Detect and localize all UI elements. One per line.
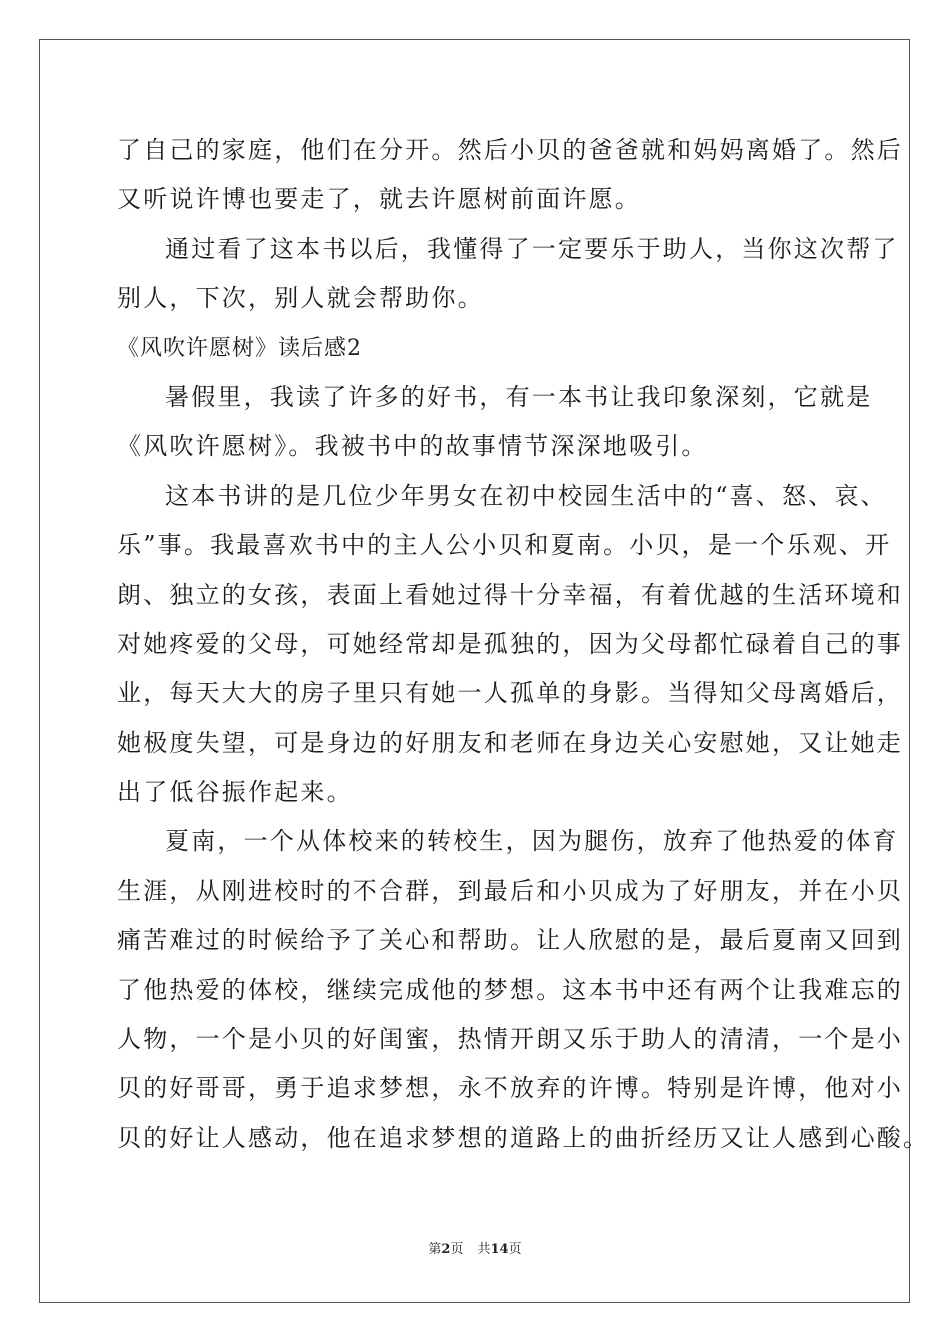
text-line: 痛苦难过的时候给予了关心和帮助。让人欣慰的是，最后夏南又回到 [117,926,903,955]
page-number: 2 [441,1242,451,1257]
text-line: 贝的好哥哥，勇于追求梦想，永不放弃的许博。特别是许博，他对小 [117,1074,903,1103]
text-line: 业，每天大大的房子里只有她一人孤单的身影。当得知父母离婚后， [117,679,903,708]
total-pages: 14 [490,1242,509,1257]
text-line: 了他热爱的体校，继续完成他的梦想。这本书中还有两个让我难忘的 [117,975,903,1004]
total-suffix: 页 [508,1242,522,1257]
text-line: 她极度失望，可是身边的好朋友和老师在身边关心安慰她，又让她走 [117,728,903,757]
text-line: 贝的好让人感动，他在追求梦想的道路上的曲折经历又让人感到心酸。 [117,1123,930,1152]
paragraph-start: 暑假里，我读了许多的好书，有一本书让我印象深刻，它就是 [165,382,873,411]
text-line: 朗、独立的女孩，表面上看她过得十分幸福，有着优越的生活环境和 [117,580,903,609]
text-line: 《风吹许愿树》。我被书中的故事情节深深地吸引。 [117,432,708,461]
paragraph-start: 夏南，一个从体校来的转校生，因为腿伤，放弃了他热爱的体育 [165,827,899,856]
text-line: 对她疼爱的父母，可她经常却是孤独的，因为父母都忙碌着自己的事 [117,629,903,658]
page-footer [0,1240,950,1260]
text-line: 生涯，从刚进校时的不合群，到最后和小贝成为了好朋友，并在小贝 [117,876,903,905]
text-line: 了自己的家庭，他们在分开。然后小贝的爸爸就和妈妈离婚了。然后 [117,136,903,164]
text-line: 人物，一个是小贝的好闺蜜，热情开朗又乐于助人的清清，一个是小 [117,1025,903,1054]
document-body [117,126,930,1163]
text-line: 乐”事。我最喜欢书中的主人公小贝和夏南。小贝，是一个乐观、开 [117,531,892,560]
text-line: 出了低谷振作起来。 [117,778,353,807]
paragraph-start: 这本书讲的是几位少年男女在初中校园生活中的“喜、怒、哀、 [165,481,887,510]
text-line: 别人，下次，别人就会帮助你。 [117,284,484,313]
total-prefix: 共 [477,1242,491,1257]
page-prefix: 第 [428,1242,442,1257]
text-line: 又听说许博也要走了，就去许愿树前面许愿。 [117,185,641,214]
section-heading: 《风吹许愿树》读后感2 [117,335,362,361]
paragraph-start: 通过看了这本书以后，我懂得了一定要乐于助人，当你这次帮了 [165,234,899,263]
page-suffix: 页 [450,1242,464,1257]
